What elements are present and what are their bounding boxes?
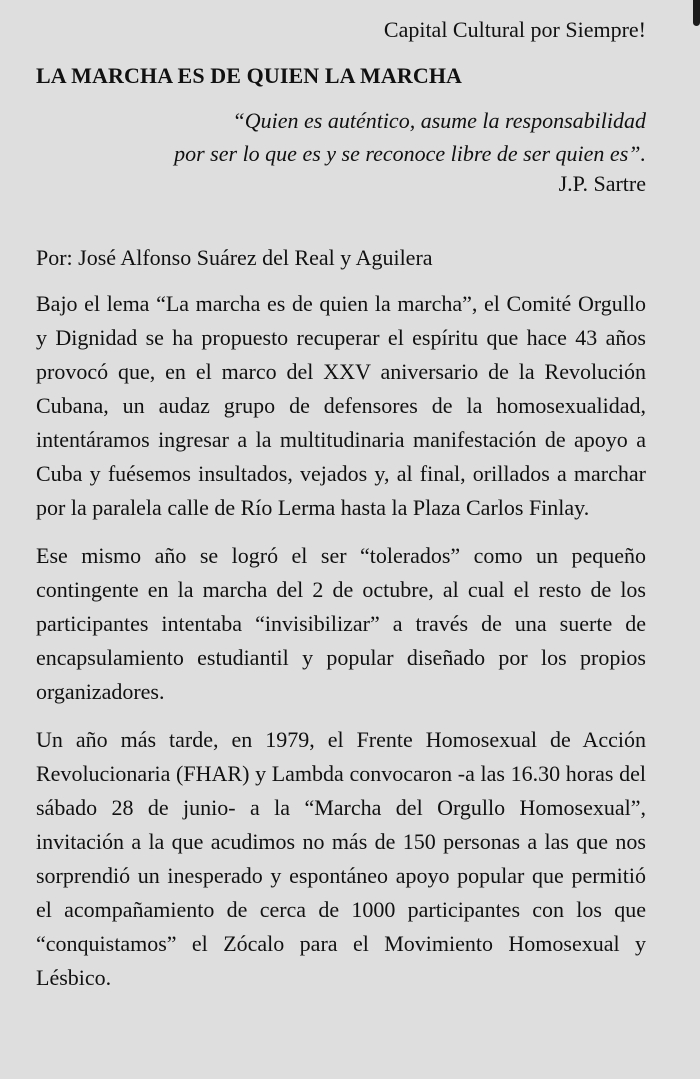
epigraph-line: por ser lo que es y se reconoce libre de ser quien es”. xyxy=(174,141,646,166)
vertical-scrollbar[interactable] xyxy=(693,0,700,1079)
epigraph xyxy=(36,104,646,197)
scrollbar-thumb[interactable] xyxy=(693,0,700,26)
article-title: LA MARCHA ES DE QUIEN LA MARCHA xyxy=(36,63,463,88)
article xyxy=(36,0,646,995)
paragraph: Ese mismo año se logró el ser “tolerados” como un pequeño contingente en la marcha del 2 de octubre, al cual el resto de los participantes intentaba “invisibilizar” a través de una suerte de encapsulamiento estudiantil y popular diseñado por los propios organizadores. xyxy=(36,543,646,704)
paragraph: Un año más tarde, en 1979, el Frente Homosexual de Acción Revolucionaria (FHAR) y Lambda convocaron -a las 16.30 horas del sábado 28 de junio- a la “Marcha del Orgullo Homosexual”, invitación a la que acudimos no más de 150 personas a las que nos sorprendió un inesperado y espontáneo apoyo popular que permitió el acompañamiento de cerca de 1000 participantes con los que “conquistamos” el Zócalo para el Movimiento Homosexual y Lésbico. xyxy=(36,727,646,990)
epigraph-author: J.P. Sartre xyxy=(558,171,646,196)
byline: Por: José Alfonso Suárez del Real y Aguilera xyxy=(36,245,433,270)
epigraph-line: “Quien es auténtico, asume la responsabilidad xyxy=(232,108,646,133)
paragraph: Bajo el lema “La marcha es de quien la marcha”, el Comité Orgullo y Dignidad se ha propuesto recuperar el espíritu que hace 43 años provocó que, en el marco del XXV aniversario de la Revolución Cubana, un audaz grupo de defensores de la homosexualidad, intentáramos ingresar a la multitudinaria manifestación de apoyo a Cuba y fuésemos insultados, vejados y, al final, orillados a marchar por la paralela calle de Río Lerma hasta la Plaza Carlos Finlay. xyxy=(36,291,646,520)
tagline: Capital Cultural por Siempre! xyxy=(383,17,646,42)
